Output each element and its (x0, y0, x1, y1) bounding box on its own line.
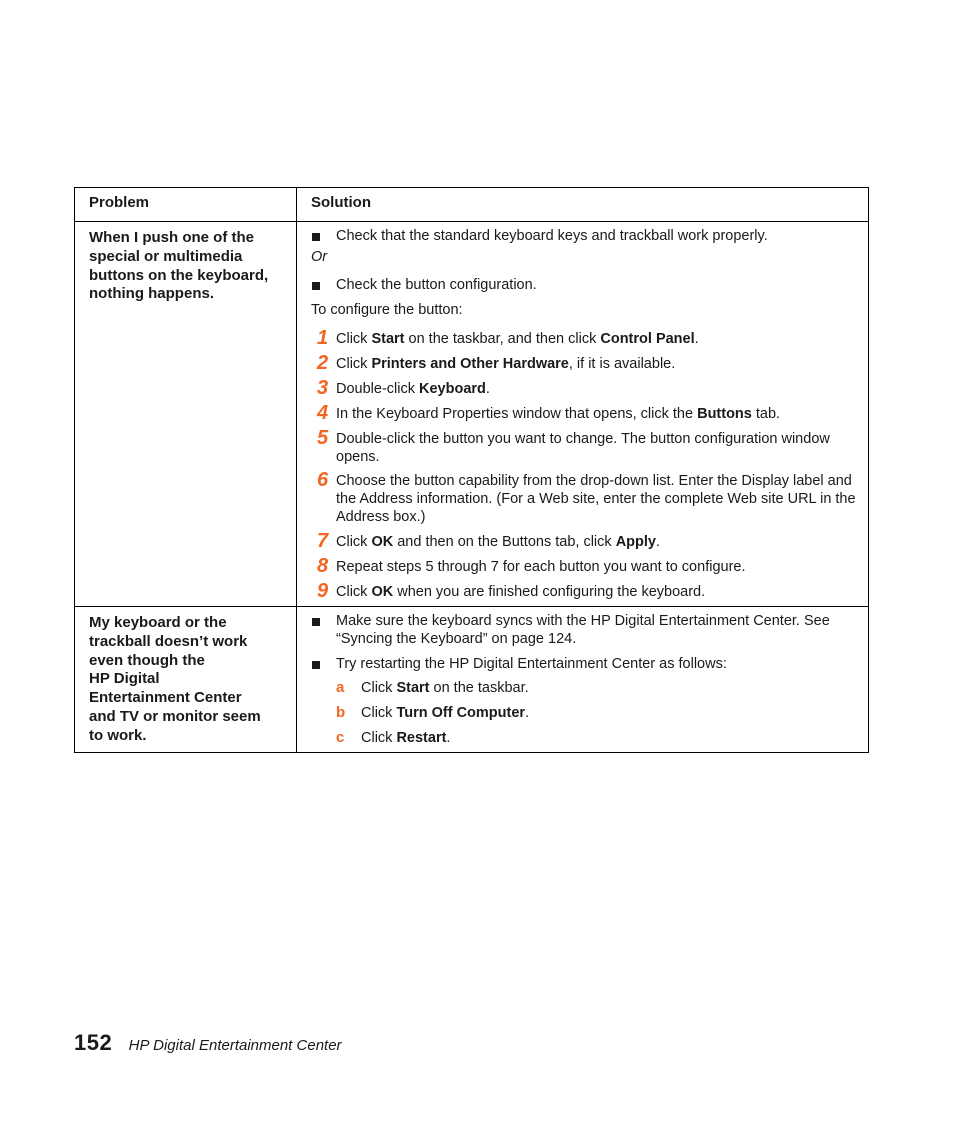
bullet-square-icon (312, 618, 320, 626)
table-header-row (75, 188, 869, 222)
solution-cell (297, 607, 869, 753)
substep-item: c Click Restart. (336, 729, 451, 746)
problem-text: When I push one of the special or multimedia buttons on the keyboard, nothing happens. (89, 229, 269, 303)
problem-text: My keyboard or the trackball doesn’t work even though the HP Digital Entertainment Center and TV or monitor seem to work. (89, 614, 261, 744)
header-solution: Solution (297, 188, 869, 222)
step-item: 8 Repeat steps 5 through 7 for each button you want to configure. (317, 555, 746, 577)
solution-cell (297, 222, 869, 607)
header-problem: Problem (75, 188, 297, 222)
step-item: 7 Click OK and then on the Buttons tab, click Apply. (317, 530, 660, 552)
page-number: 152 (74, 1030, 113, 1055)
bullet-square-icon (312, 282, 320, 290)
list-item: Make sure the keyboard syncs with the HP Digital Entertainment Center. See “Syncing the Keyboard” on page 124. (311, 612, 860, 648)
bullet-square-icon (312, 233, 320, 241)
problem-cell (75, 607, 297, 753)
troubleshooting-table (74, 187, 869, 753)
table-row (75, 607, 869, 753)
table-row (75, 222, 869, 607)
step-item: 4 In the Keyboard Properties window that opens, click the Buttons tab. (317, 402, 781, 424)
bullet-square-icon (312, 661, 320, 669)
step-item: 5 Double-click the button you want to change. The button configuration window opens. (317, 427, 830, 465)
step-item: 6 Choose the button capability from the drop-down list. Enter the Display label and the Address information. (For a Web site, enter the complete Web site URL in the Address box.) (317, 469, 856, 525)
or-text: Or (311, 249, 328, 265)
footer-title: HP Digital Entertainment Center (128, 1037, 342, 1054)
list-item: Try restarting the HP Digital Entertainment Center as follows: (311, 655, 860, 673)
substep-item: a Click Start on the taskbar. (336, 679, 529, 696)
step-item: 1 Click Start on the taskbar, and then click Control Panel. (317, 327, 699, 349)
step-item: 2 Click Printers and Other Hardware, if it is available. (317, 352, 676, 374)
page-footer (74, 1030, 342, 1056)
list-item: Check the button configuration. (311, 276, 860, 294)
step-item: 9 Click OK when you are finished configuring the keyboard. (317, 580, 706, 602)
configure-intro: To configure the button: (311, 302, 463, 318)
substep-item: b Click Turn Off Computer. (336, 704, 530, 721)
problem-cell (75, 222, 297, 607)
list-item: Check that the standard keyboard keys and trackball work properly. (311, 227, 860, 245)
step-item: 3 Double-click Keyboard. (317, 377, 490, 399)
